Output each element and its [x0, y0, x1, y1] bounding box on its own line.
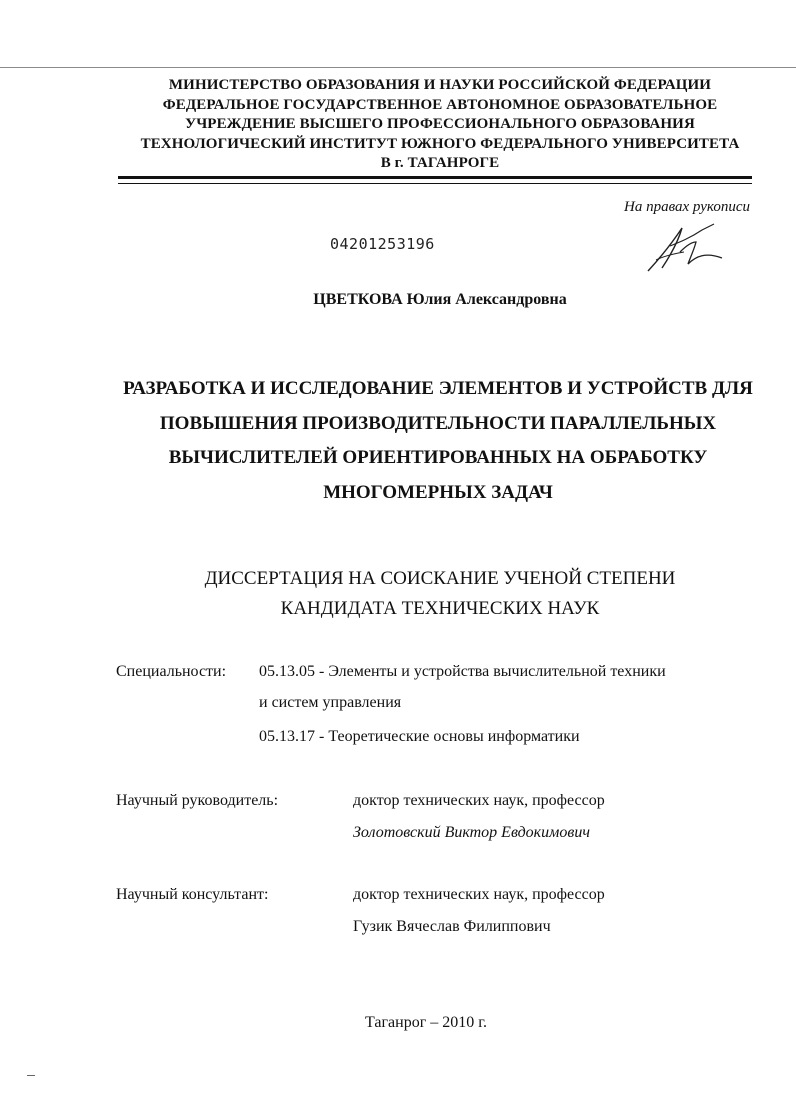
supervisor-label: Научный руководитель: — [116, 792, 279, 809]
consultant-name: Гузик Вячеслав Филиппович — [353, 918, 551, 935]
title-line: ВЫЧИСЛИТЕЛЕЙ ОРИЕНТИРОВАННЫХ НА ОБРАБОТКУ — [168, 447, 708, 468]
title-line: ПОВЫШЕНИЯ ПРОИЗВОДИТЕЛЬНОСТИ ПАРАЛЛЕЛЬНЫХ — [159, 412, 717, 434]
author-name — [0, 291, 796, 309]
header-double-rule-thick — [118, 176, 752, 179]
dissertation-title — [98, 372, 778, 510]
header-double-rule-thin — [118, 183, 752, 184]
institution-line: УЧРЕЖДЕНИЕ ВЫСШЕГО ПРОФЕССИОНАЛЬНОГО ОБРАЗОВАНИЯ — [185, 116, 695, 132]
degree-line: КАНДИДАТА ТЕХНИЧЕСКИХ НАУК — [280, 598, 600, 619]
manuscript-note: На правах рукописи — [624, 199, 750, 215]
specialty-line-2: и систем управления — [259, 694, 402, 711]
title-line: РАЗРАБОТКА И ИССЛЕДОВАНИЕ ЭЛЕМЕНТОВ И УСТРОЙСТВ ДЛЯ — [123, 378, 753, 399]
institution-line: В г. ТАГАНРОГЕ — [380, 155, 500, 171]
author-surname: ЦВЕТКОВА — [313, 291, 403, 308]
degree-line: ДИССЕРТАЦИЯ НА СОИСКАНИЕ УЧЕНОЙ СТЕПЕНИ — [204, 568, 676, 589]
specialty-line-3: 05.13.17 - Теоретические основы информатики — [259, 728, 580, 745]
scan-margin-mark — [27, 1075, 35, 1076]
institution-header — [100, 76, 780, 174]
supervisor-rank: доктор технических наук, профессор — [353, 792, 605, 809]
handwritten-signature — [640, 216, 730, 276]
author-given-names: Юлия Александровна — [406, 291, 567, 308]
consultant-label: Научный консультант: — [116, 886, 269, 903]
place-and-year: Таганрог – 2010 г. — [365, 1014, 488, 1031]
institution-line: МИНИСТЕРСТВО ОБРАЗОВАНИЯ И НАУКИ РОССИЙСКОЙ ФЕДЕРАЦИИ — [168, 77, 712, 93]
specialties-label: Специальности: — [116, 663, 227, 680]
supervisor-name: Золотовский Виктор Евдокимович — [353, 824, 590, 841]
consultant-rank: доктор технических наук, профессор — [353, 886, 605, 903]
specialty-line-1: 05.13.05 - Элементы и устройства вычислительной техники — [259, 663, 666, 680]
institution-line: ФЕДЕРАЛЬНОЕ ГОСУДАРСТВЕННОЕ АВТОНОМНОЕ ОБРАЗОВАТЕЛЬНОЕ — [162, 96, 718, 113]
scan-top-edge-line — [0, 67, 796, 68]
serial-number: 04201253196 — [330, 235, 435, 253]
institution-line: ТЕХНОЛОГИЧЕСКИЙ ИНСТИТУТ ЮЖНОГО ФЕДЕРАЛЬНОГО УНИВЕРСИТЕТА — [140, 135, 740, 152]
title-line: МНОГОМЕРНЫХ ЗАДАЧ — [323, 481, 553, 503]
degree-statement — [150, 564, 730, 624]
